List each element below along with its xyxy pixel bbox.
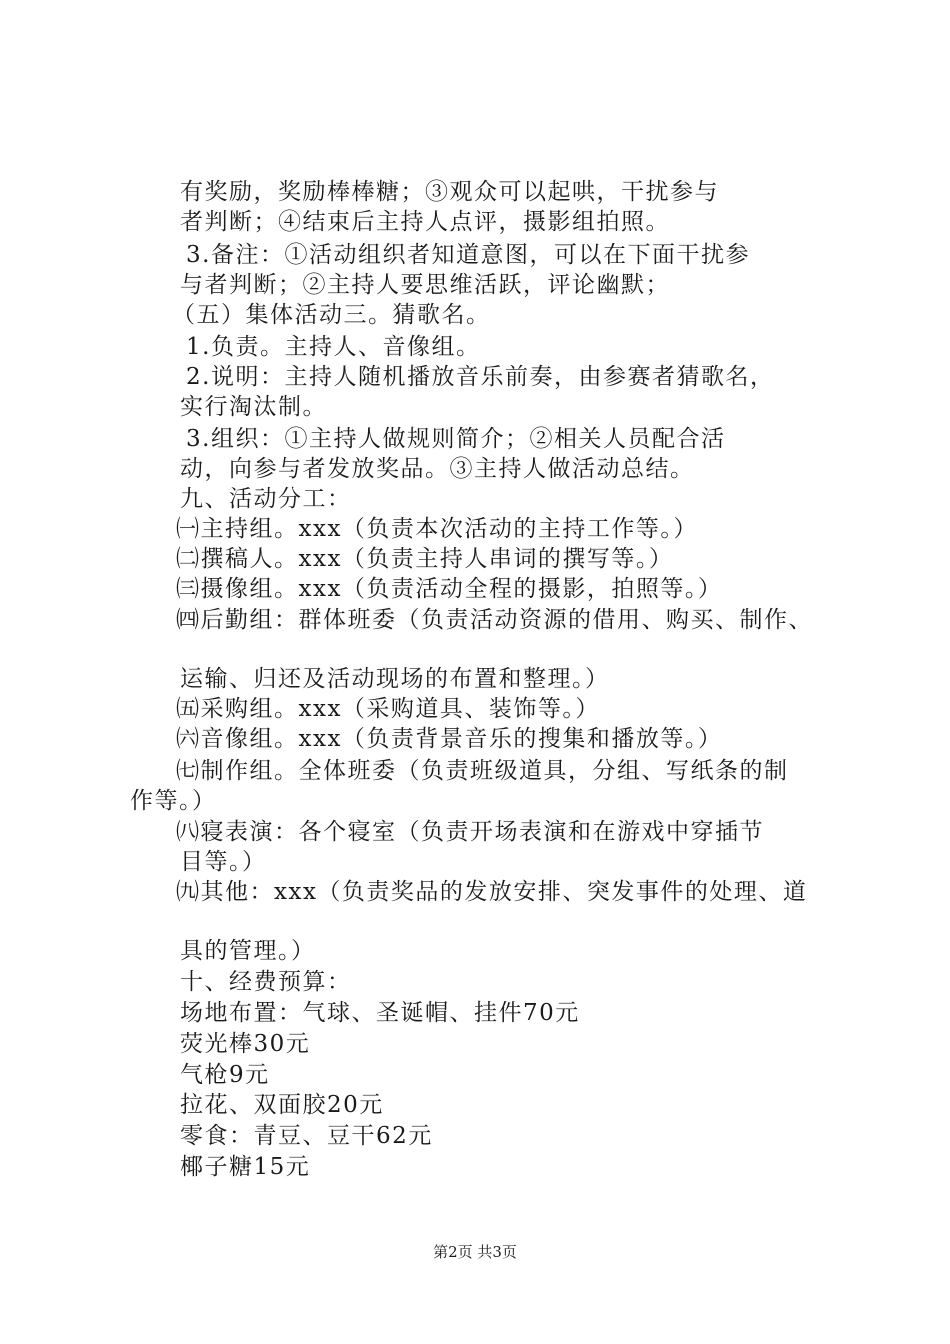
text-line: 零食：青豆、豆干62元 bbox=[180, 1123, 433, 1149]
text-line: 动，向参与者发放奖品。③主持人做活动总结。 bbox=[180, 456, 695, 482]
text-line: ㈥音像组。xxx（负责背景音乐的搜集和播放等。） bbox=[176, 726, 723, 752]
text-line: ㈣后勤组：群体班委（负责活动资源的借用、购买、制作、 bbox=[176, 607, 813, 633]
text-line: ㈨其他：xxx（负责奖品的发放安排、突发事件的处理、道 bbox=[176, 879, 808, 905]
text-line: 者判断；④结束后主持人点评，摄影组拍照。 bbox=[180, 209, 670, 235]
text-line: 具的管理。） bbox=[180, 938, 316, 964]
text-line: 目等。） bbox=[180, 849, 267, 875]
text-line: 运输、归还及活动现场的布置和整理。） bbox=[180, 666, 610, 692]
text-line: （五）集体活动三。猜歌名。 bbox=[172, 302, 491, 328]
text-line: ㈧寝表演：各个寝室（负责开场表演和在游戏中穿插节 bbox=[176, 819, 764, 845]
page-footer: 第2页 共3页 bbox=[433, 1243, 517, 1261]
text-line: ㈠主持组。xxx（负责本次活动的主持工作等。） bbox=[176, 516, 698, 542]
text-line: 有奖励，奖励棒棒糖；③观众可以起哄，干扰参与 bbox=[180, 179, 719, 205]
text-line: 3.备注：①活动组织者知道意图，可以在下面干扰参 bbox=[186, 242, 750, 268]
text-line: 3.组织：①主持人做规则简介；②相关人员配合活 bbox=[186, 426, 726, 452]
text-line: 十、经费预算： bbox=[180, 969, 352, 995]
text-line: 场地布置：气球、圣诞帽、挂件70元 bbox=[180, 1000, 580, 1026]
text-line: 2.说明：主持人随机播放音乐前奏，由参赛者猜歌名， bbox=[186, 364, 775, 390]
text-line: ㈢摄像组。xxx（负责活动全程的摄影，拍照等。） bbox=[176, 576, 723, 602]
text-line: 九、活动分工： bbox=[180, 486, 352, 512]
text-line: 椰子糖15元 bbox=[180, 1154, 311, 1180]
text-line: 拉花、双面胶20元 bbox=[180, 1092, 384, 1118]
text-line: 1.负责。主持人、音像组。 bbox=[186, 334, 481, 360]
text-line: 与者判断；②主持人要思维活跃，评论幽默； bbox=[180, 272, 670, 298]
text-line: 作等。） bbox=[130, 788, 217, 814]
text-line: ㈡撰稿人。xxx（负责主持人串词的撰写等。） bbox=[176, 546, 674, 572]
text-line: 气枪9元 bbox=[180, 1062, 270, 1088]
text-line: ㈤采购组。xxx（采购道具、装饰等。） bbox=[176, 696, 600, 722]
text-line: 荧光棒30元 bbox=[180, 1031, 311, 1057]
text-line: 实行淘汰制。 bbox=[180, 394, 327, 420]
text-line: ㈦制作组。全体班委（负责班级道具，分组、写纸条的制 bbox=[176, 758, 789, 784]
